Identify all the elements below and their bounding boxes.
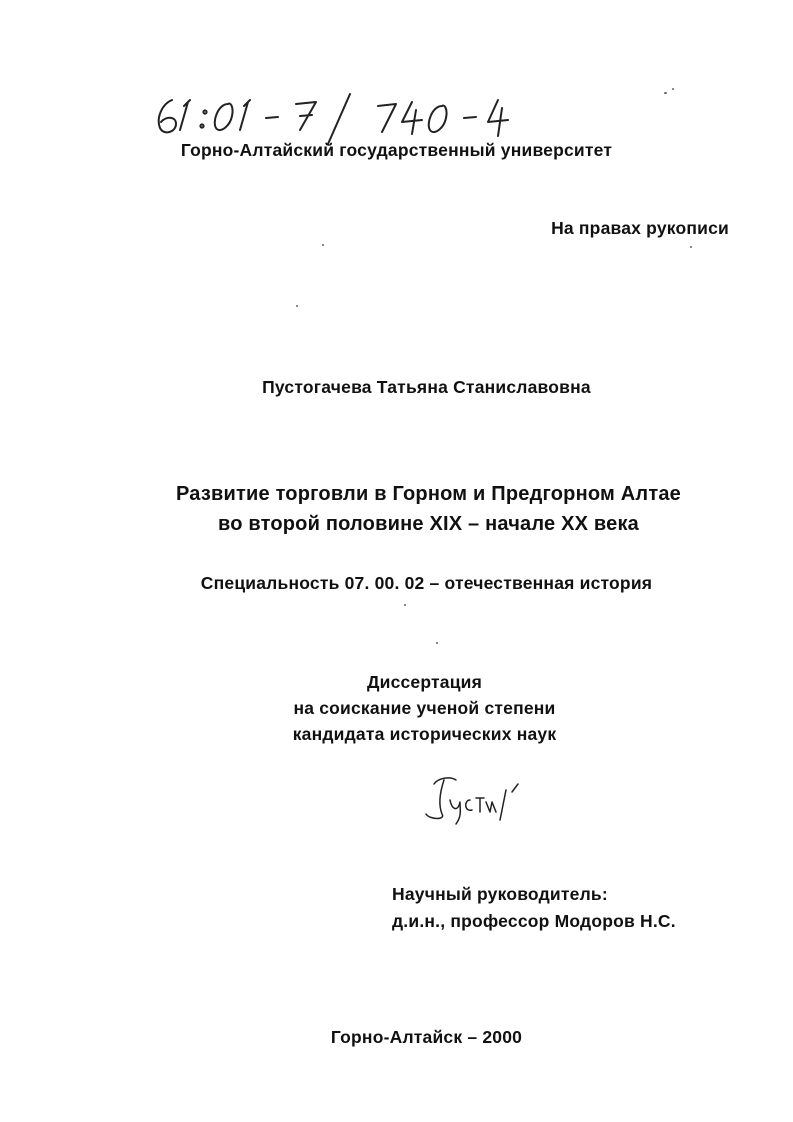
scan-speck xyxy=(296,305,298,307)
handwritten-signature xyxy=(420,770,530,830)
title-line-2: во второй половине XIX – начале XX века xyxy=(217,513,640,535)
scan-speck xyxy=(690,246,692,248)
author-name: Пустогачева Татьяна Станиславовна xyxy=(262,377,591,397)
scan-speck xyxy=(322,244,324,246)
scan-speck xyxy=(436,642,438,644)
scan-speck xyxy=(664,92,667,94)
handwritten-code-drawing xyxy=(150,88,530,148)
scan-speck xyxy=(404,604,406,606)
specialty: Специальность 07. 00. 02 – отечественная история xyxy=(200,573,653,593)
supervisor-name: д.и.н., профессор Модоров Н.С. xyxy=(392,911,676,931)
manuscript-note: На правах рукописи xyxy=(551,218,729,238)
signature-drawing xyxy=(420,770,530,830)
place-and-year: Горно-Алтайск – 2000 xyxy=(330,1027,523,1047)
handwritten-archive-code xyxy=(150,88,530,148)
dissertation-line-2: на соискание ученой степени xyxy=(293,698,556,718)
supervisor-label: Научный руководитель: xyxy=(392,884,608,904)
dissertation-line-3: кандидата исторических наук xyxy=(292,724,557,744)
dissertation-line-1: Диссертация xyxy=(366,672,483,692)
scan-speck xyxy=(672,88,674,90)
title-line-1: Развитие торговли в Горном и Предгорном Алтае xyxy=(176,483,681,505)
university-name: Горно-Алтайский государственный университет xyxy=(180,140,613,160)
